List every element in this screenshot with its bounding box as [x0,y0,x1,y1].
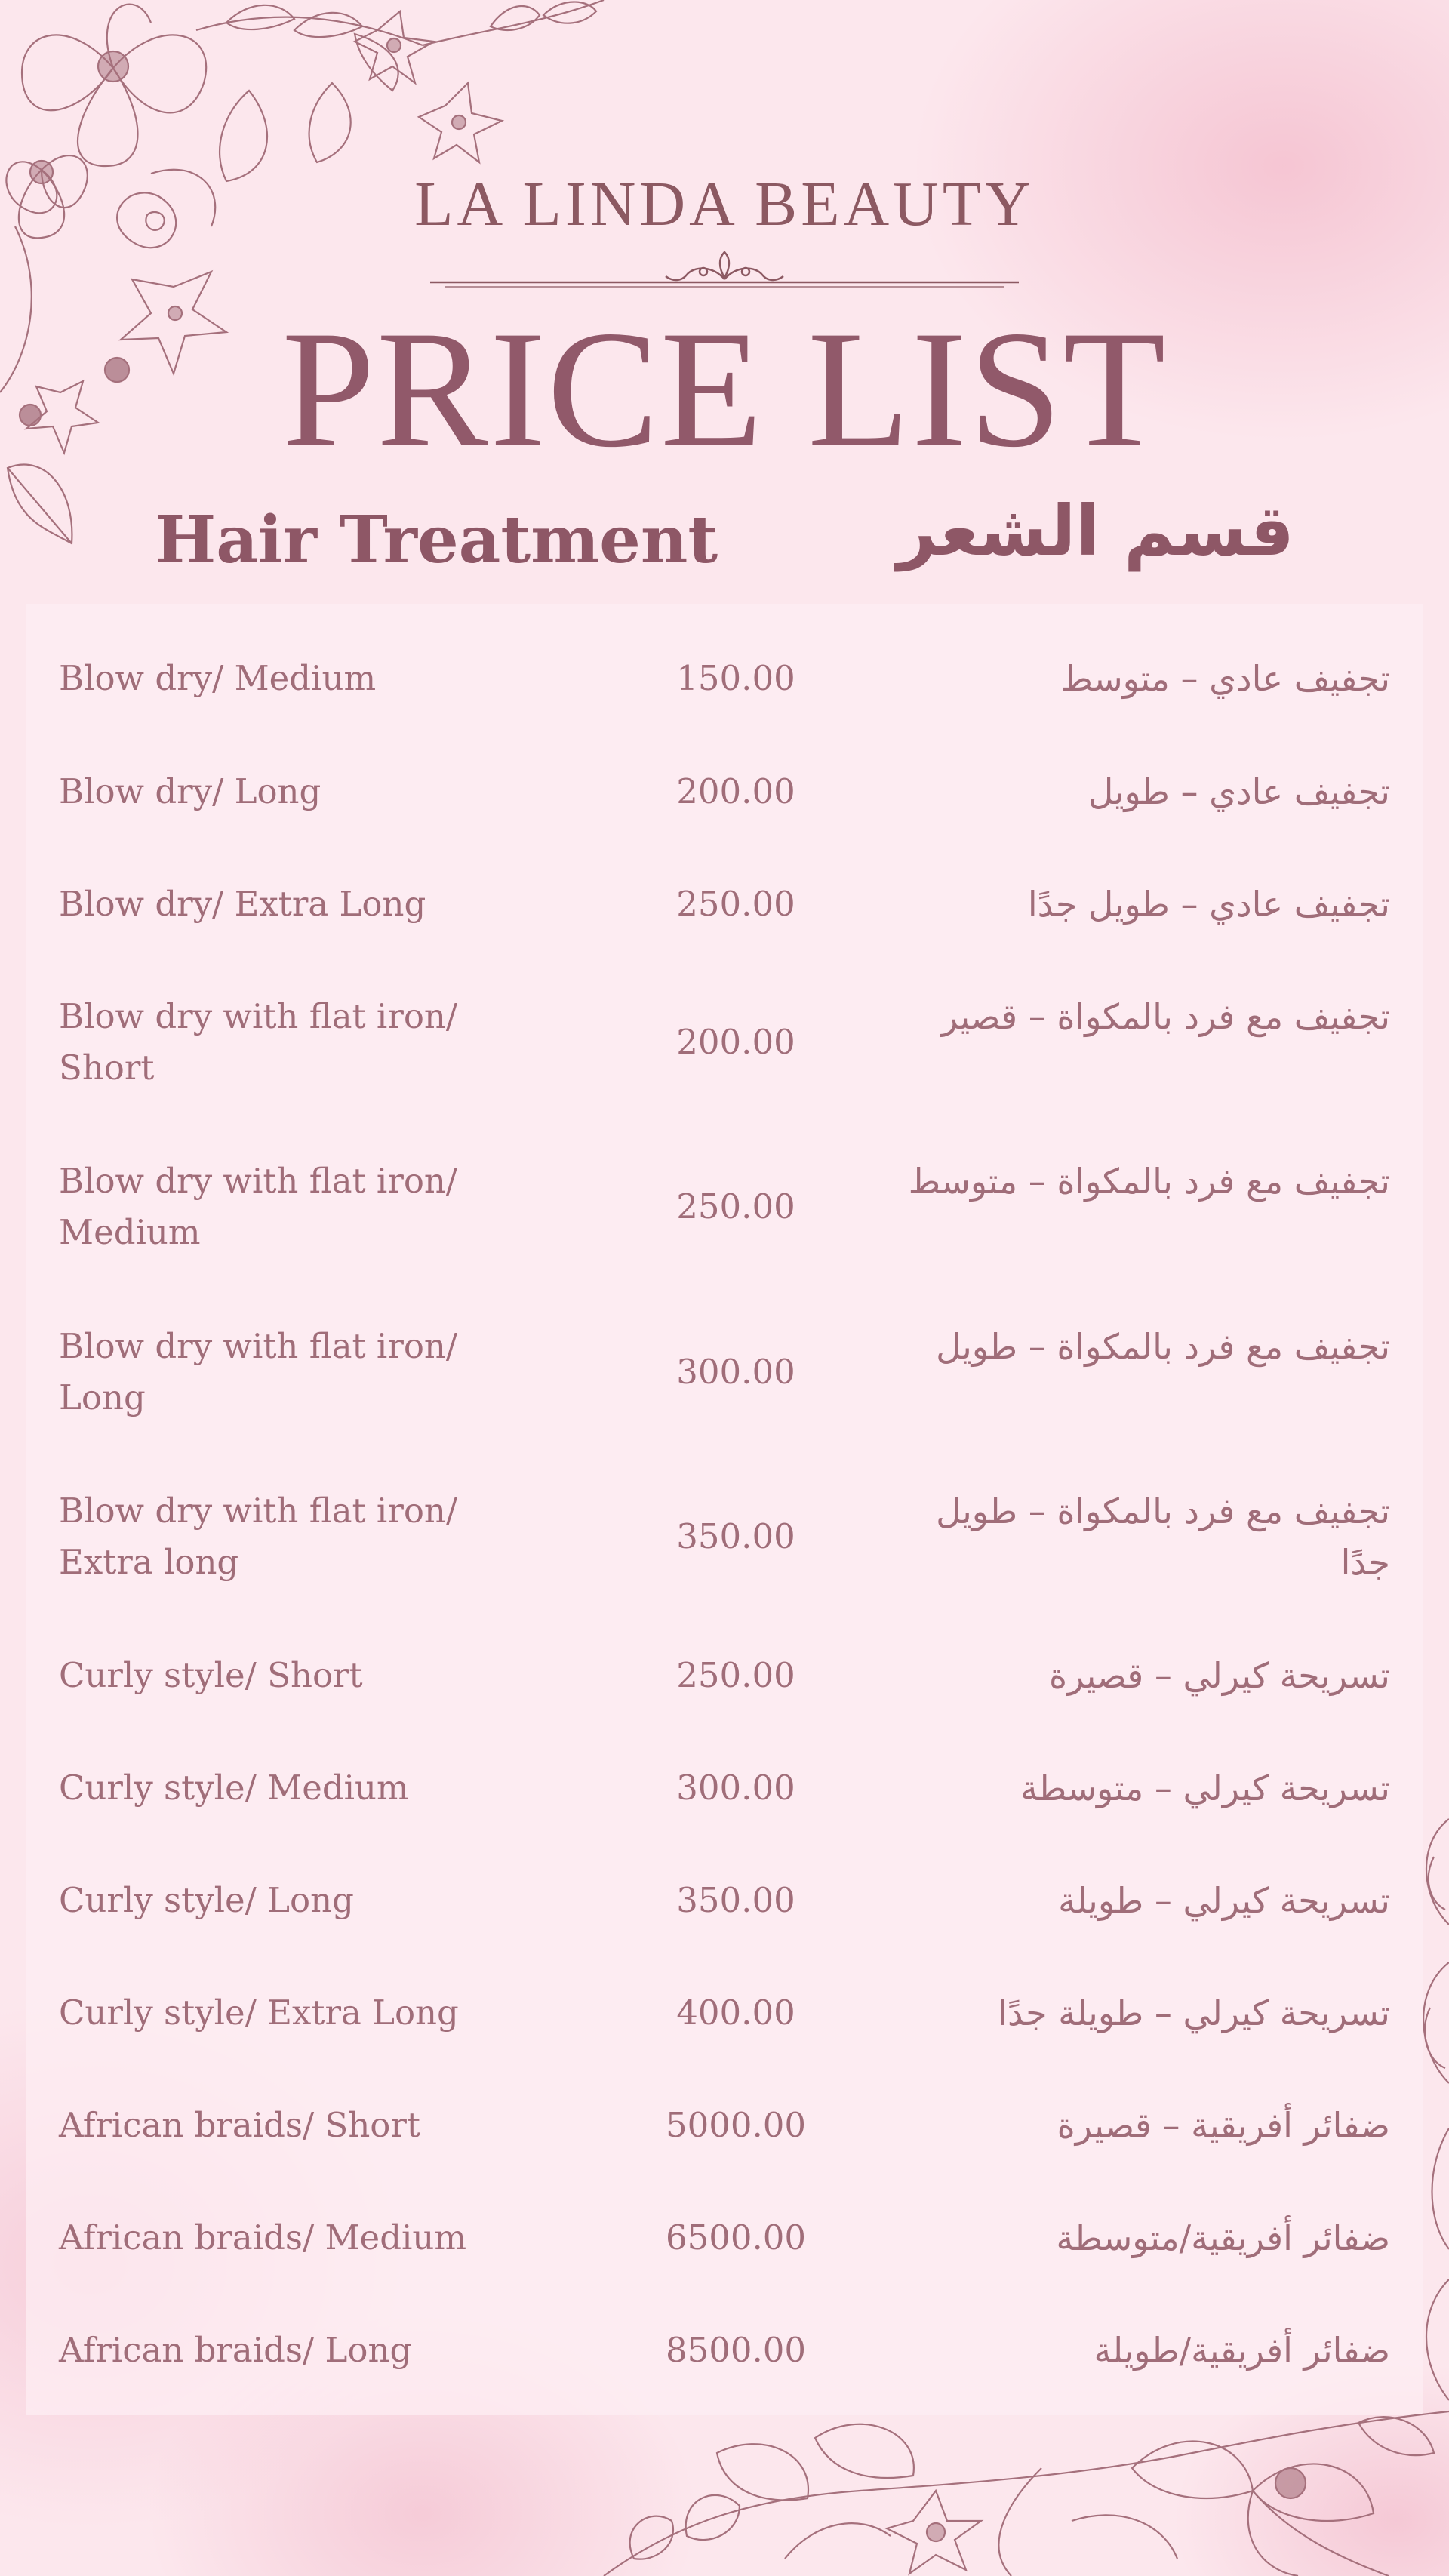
price-row [0,1762,1449,1814]
price-row [0,1875,1449,1926]
service-price: 200.00 [676,771,795,811]
service-name-arabic: تجفيف عادي – طويل جدًا [1027,884,1390,925]
service-price: 250.00 [676,1186,795,1226]
service-name-arabic: تسريحة كيرلي – طويلة [1058,1880,1390,1921]
service-name-arabic: تجفيف مع فرد بالمكواة – متوسط [908,1161,1390,1202]
service-price: 350.00 [676,1880,795,1920]
page-title: PRICE LIST [281,297,1168,482]
price-row [0,1987,1449,2039]
service-name-arabic: تسريحة كيرلي – قصيرة [1048,1655,1390,1696]
price-row [0,2100,1449,2151]
section-title-english: Hair Treatment [155,502,718,578]
service-price: 250.00 [676,1655,795,1695]
price-row [0,991,1449,1094]
service-name-english: Curly style/ Long [59,1880,354,1920]
service-name-english: African braids/ Long [59,2330,412,2370]
service-name-arabic: تجفيف مع فرد بالمكواة – طويل [936,1326,1390,1367]
service-price: 150.00 [676,658,795,698]
service-name-english: Curly style/ Short [59,1655,363,1695]
service-name-arabic: تجفيف مع فرد بالمكواة – طويل جدًا [936,1491,1390,1583]
service-name-arabic: ضفائر أفريقية – قصيرة [1057,2105,1390,2146]
price-row [0,1321,1449,1423]
service-name-arabic: ضفائر أفريقية/متوسطة [1056,2217,1390,2258]
price-row [0,653,1449,704]
service-price: 250.00 [676,884,795,924]
section-title-arabic: قسم الشعر [897,491,1294,571]
service-name-english: Curly style/ Extra Long [59,1993,459,2033]
service-name-arabic: تجفيف عادي – متوسط [1060,658,1390,699]
floral-bottom-right-illustration [589,2408,1449,2576]
service-price: 400.00 [676,1993,795,2033]
price-row [0,766,1449,817]
service-name-arabic: تسريحة كيرلي – طويلة جدًا [998,1993,1390,2033]
service-price: 350.00 [676,1516,795,1556]
service-name-english: Blow dry with flat iron/ Extra long [59,1491,458,1582]
service-name-english: Blow dry/ Long [59,771,321,811]
service-price: 200.00 [676,1022,795,1062]
service-name-arabic: تسريحة كيرلي – متوسطة [1020,1768,1390,1808]
service-name-arabic: تجفيف مع فرد بالمكواة – قصير [941,996,1390,1037]
price-row [0,1485,1449,1588]
service-price: 6500.00 [665,2217,807,2257]
service-name-english: African braids/ Short [59,2105,420,2145]
service-name-english: Blow dry with flat iron/ Medium [59,1161,458,1252]
service-name-english: Blow dry/ Extra Long [59,884,426,924]
service-name-arabic: تجفيف عادي – طويل [1088,771,1390,812]
service-name-arabic: ضفائر أفريقية/طويلة [1094,2330,1390,2371]
service-price: 300.00 [676,1768,795,1808]
service-price: 8500.00 [665,2330,807,2370]
price-row [0,1156,1449,1258]
price-row [0,2212,1449,2264]
price-row [0,1650,1449,1701]
service-name-english: Blow dry/ Medium [59,658,377,698]
service-name-english: African braids/ Medium [59,2217,467,2257]
brand-name: LA LINDA BEAUTY [414,169,1035,239]
price-row [0,2325,1449,2376]
service-price: 300.00 [676,1352,795,1392]
service-name-english: Blow dry with flat iron/ Short [59,996,458,1088]
service-price: 5000.00 [665,2105,807,2145]
ornament-divider [423,243,1026,296]
price-row [0,879,1449,930]
service-name-english: Blow dry with flat iron/ Long [59,1326,458,1417]
service-name-english: Curly style/ Medium [59,1768,409,1808]
